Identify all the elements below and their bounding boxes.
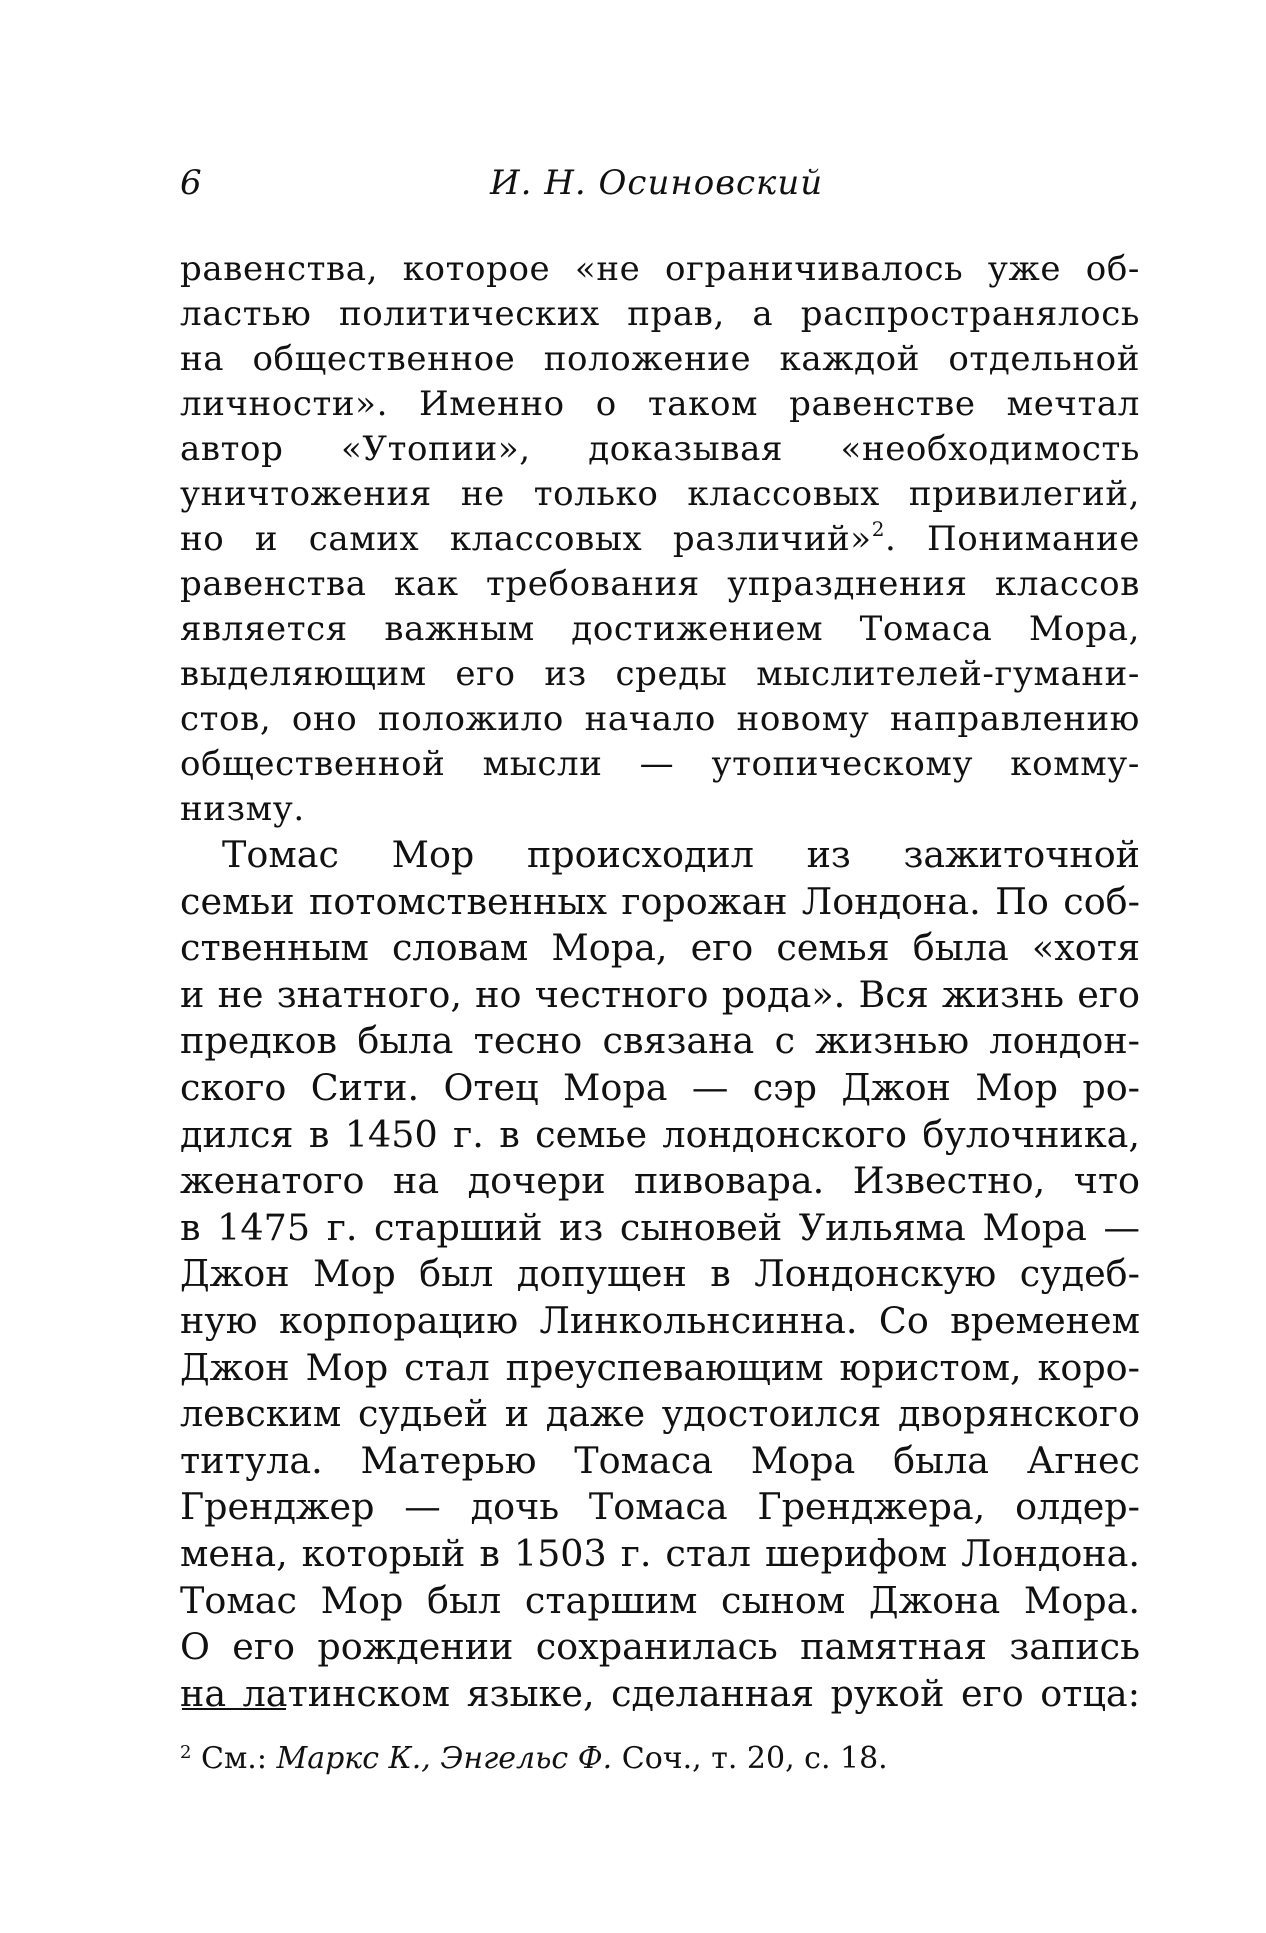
text-line: женатого на дочери пивовара. Известно, что (180, 1159, 1140, 1203)
text-line: низму. (180, 789, 305, 829)
text-line: уничтожения не только классовых привилегий, (180, 474, 1140, 514)
text-line: автор «Утопии», доказывая «необходимость (180, 429, 1140, 469)
body-text (180, 247, 1140, 1717)
text-line: титула. Матерью Томаса Мора была Агнес (180, 1438, 1140, 1482)
footnote (180, 1730, 1140, 1776)
text-line: предков была тесно связана с жизнью лондон- (180, 1019, 1140, 1063)
paragraph-2 (180, 832, 1140, 1717)
text-line: О его рождении сохранилась памятная запись (180, 1625, 1140, 1669)
text-line: и не знатного, но честного рода». Вся жизнь его (180, 972, 1140, 1016)
text-line: личности». Именно о таком равенстве мечтал (180, 384, 1140, 424)
text-line-with-footnote-ref (180, 517, 1140, 562)
text-line: общественной мысли — утопическому комму- (180, 744, 1140, 784)
text-line: является важным достижением Томаса Мора, (180, 609, 1140, 649)
text-segment: . Понимание (885, 519, 1140, 559)
footnote-mark: 2 (180, 1742, 192, 1763)
text-segment: но и самих классовых различий» (180, 519, 872, 559)
text-line: мена, который в 1503 г. стал шерифом Лондона. (180, 1531, 1140, 1575)
footnote-source: Соч., т. 20, с. 18. (621, 1741, 888, 1776)
text-line: равенства как требования упразднения классов (180, 564, 1140, 604)
text-line: Томас Мор происходил из зажиточной (222, 833, 1140, 876)
text-line: стов, оно положило начало новому направлению (180, 699, 1140, 739)
footnote-reference: 2 (871, 517, 886, 541)
text-line: ную корпорацию Линкольнсинна. Со временем (180, 1298, 1140, 1342)
text-line: выделяющим его из среды мыслителей-гумани- (180, 654, 1140, 694)
page-number: 6 (180, 163, 202, 203)
text-line: семьи потомственных горожан Лондона. По соб- (180, 879, 1140, 923)
text-line: левским судьей и даже удостоился дворянского (180, 1392, 1140, 1436)
text-line: Томас Мор был старшим сыном Джона Мора. (180, 1578, 1140, 1622)
text-line: на общественное положение каждой отдельной (180, 339, 1140, 379)
text-line: ластью политических прав, а распространялось (180, 294, 1140, 334)
paragraph-1 (180, 247, 1140, 832)
text-line: на латинском языке, сделанная рукой его отца: (180, 1671, 1140, 1715)
text-line: дился в 1450 г. в семье лондонского булочника, (180, 1112, 1140, 1156)
text-line: ского Сити. Отец Мора — сэр Джон Мор ро- (180, 1065, 1140, 1109)
text-line: в 1475 г. старший из сыновей Уильяма Мора — (180, 1205, 1140, 1249)
footnote-see: См.: (201, 1741, 267, 1776)
running-head (178, 158, 1148, 208)
text-line: Джон Мор был допущен в Лондонскую судеб- (180, 1252, 1140, 1296)
text-line: равенства, которое «не ограничивалось уже об- (180, 249, 1140, 289)
text-line: Джон Мор стал преуспевающим юристом, коро- (180, 1345, 1140, 1389)
footnote-rule (182, 1708, 286, 1710)
text-line: ственным словам Мора, его семья была «хотя (180, 926, 1140, 970)
running-title: И. Н. Осиновский (490, 163, 824, 203)
text-line: Гренджер — дочь Томаса Гренджера, олдер- (180, 1485, 1140, 1529)
footnote-authors: Маркс К., Энгельс Ф. (276, 1741, 613, 1776)
